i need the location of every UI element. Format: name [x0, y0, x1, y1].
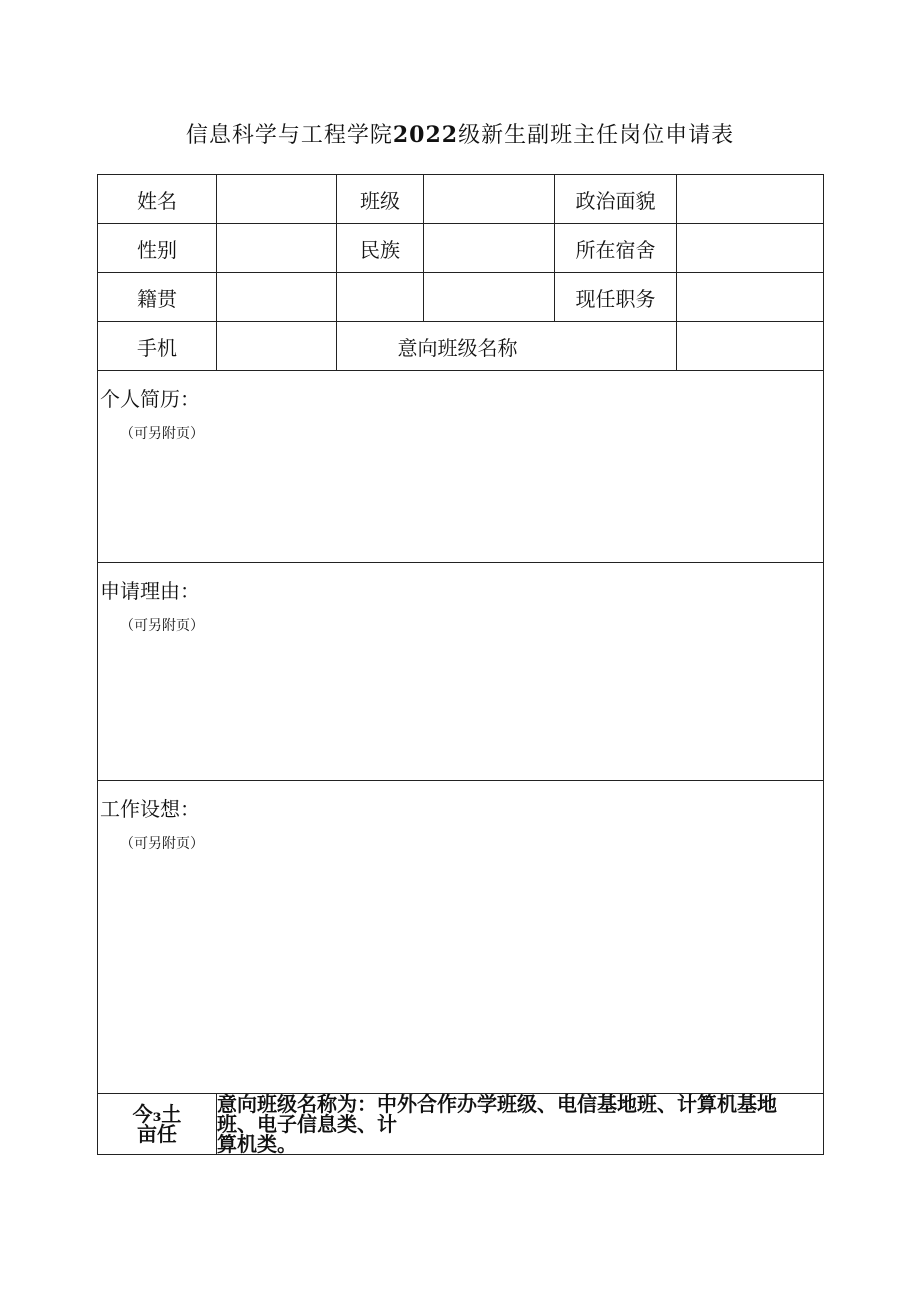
plan-title: 工作设想：: [100, 797, 200, 821]
remarks-label-line2: 亩任: [137, 1122, 177, 1146]
phone-label: 手机: [98, 322, 217, 371]
remarks-text-line1: 意向班级名称为：中外合作办学班级、电信基地班、计算机基地班、电子信息类、计: [217, 1092, 777, 1136]
political-status-field[interactable]: [677, 175, 824, 224]
reason-note: （可另附页）: [120, 618, 204, 634]
remarks-label: [98, 1094, 217, 1155]
form-title-part2: 级新生副班主任岗位申请表: [458, 123, 735, 148]
blank-cell-1[interactable]: [337, 273, 424, 322]
dormitory-label: 所在宿舍: [555, 224, 677, 273]
intended-class-label: 意向班级名称: [337, 322, 677, 371]
form-row-name: [98, 175, 824, 224]
blank-cell-2[interactable]: [424, 273, 555, 322]
ethnicity-label: 民族: [337, 224, 424, 273]
resume-section: [98, 371, 824, 563]
resume-title: 个人简历：: [100, 387, 200, 411]
form-title-part1: 信息科学与工程学院: [185, 123, 393, 148]
native-place-label: 籍贯: [98, 273, 217, 322]
reason-section: [98, 563, 824, 781]
application-form-table: [97, 174, 824, 1155]
plan-note: （可另附页）: [120, 836, 204, 852]
intended-class-field[interactable]: [677, 322, 824, 371]
phone-field[interactable]: [217, 322, 337, 371]
gender-field[interactable]: [217, 224, 337, 273]
remarks-text-line2: 算机类。: [217, 1132, 297, 1156]
remarks-text: [217, 1094, 824, 1155]
reason-area[interactable]: [98, 563, 824, 781]
plan-section: [98, 781, 824, 1094]
native-place-field[interactable]: [217, 273, 337, 322]
form-row-phone: [98, 322, 824, 371]
class-label: 班级: [337, 175, 424, 224]
dormitory-field[interactable]: [677, 224, 824, 273]
political-status-label: 政治面貌: [555, 175, 677, 224]
ethnicity-field[interactable]: [424, 224, 555, 273]
remarks-label-line1: 今₃土: [132, 1102, 182, 1126]
remarks-row: [98, 1094, 824, 1155]
form-row-origin: [98, 273, 824, 322]
gender-label: 性别: [98, 224, 217, 273]
plan-area[interactable]: [98, 781, 824, 1094]
reason-title: 申请理由：: [100, 579, 200, 603]
name-field[interactable]: [217, 175, 337, 224]
current-position-label: 现任职务: [555, 273, 677, 322]
name-label: 姓名: [98, 175, 217, 224]
form-title-year: 2022: [392, 122, 459, 148]
resume-note: （可另附页）: [120, 426, 204, 442]
form-title: [0, 118, 920, 149]
class-field[interactable]: [424, 175, 555, 224]
resume-area[interactable]: [98, 371, 824, 563]
current-position-field[interactable]: [677, 273, 824, 322]
form-row-gender: [98, 224, 824, 273]
